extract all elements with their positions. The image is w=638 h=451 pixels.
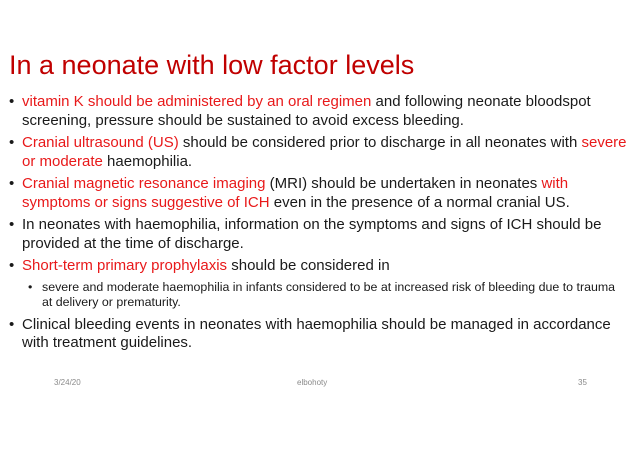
bullet-glyph: • [9, 134, 15, 151]
bullet-glyph: • [9, 175, 15, 192]
bullet-glyph: • [9, 93, 15, 110]
bullet-text: even in the presence of a normal cranial US. [269, 193, 570, 211]
bullet-item [9, 216, 627, 253]
bullet-item [9, 257, 627, 276]
sub-bullet-glyph: • [28, 279, 33, 294]
bullet-text: haemophilia. [102, 152, 193, 170]
bullet-text: Clinical bleeding events in neonates with haemophilia should be managed in accordance with treatment guidelines. [22, 315, 611, 351]
sub-bullet-item [9, 280, 627, 311]
bullet-text: should be considered prior to discharge in all neonates with [178, 134, 582, 151]
bullet-item [9, 93, 627, 130]
footer-date: 3/24/20 [54, 378, 81, 387]
bullet-text: (MRI) should be undertaken in neonates [265, 175, 542, 192]
bullet-glyph: • [9, 216, 15, 233]
bullet-glyph: • [9, 315, 15, 333]
bullet-item [9, 175, 627, 212]
bullet-text: and following neonate bloodspot screening, pressure should be sustained to avoid excess bleeding. [22, 93, 591, 129]
bullet-item [9, 316, 627, 353]
bullet-list [9, 93, 627, 357]
bullet-text: severe or moderate [22, 134, 627, 170]
bullet-text: vitamin K should be administered by an oral regimen [22, 93, 372, 110]
sub-bullet-text: severe and moderate haemophilia in infants considered to be at increased risk of bleeding due to trauma at delivery or prematurity. [42, 279, 616, 309]
bullet-item [9, 134, 627, 171]
bullet-text: In neonates with haemophilia, information on the symptoms and signs of ICH should be provided at the time of discharge. [22, 216, 602, 252]
footer-page-number: 35 [578, 378, 587, 387]
bullet-glyph: • [9, 257, 15, 274]
bullet-text: Cranial magnetic resonance imaging [22, 175, 266, 192]
slide-title: In a neonate with low factor levels [9, 50, 415, 80]
bullet-text: Short-term primary prophylaxis [22, 257, 228, 274]
bullet-text: Cranial ultrasound (US) [22, 134, 179, 151]
footer-author: elbohoty [297, 378, 328, 387]
bullet-text: with symptoms or signs suggestive of ICH [22, 175, 569, 211]
bullet-text: should be considered in [227, 257, 390, 274]
